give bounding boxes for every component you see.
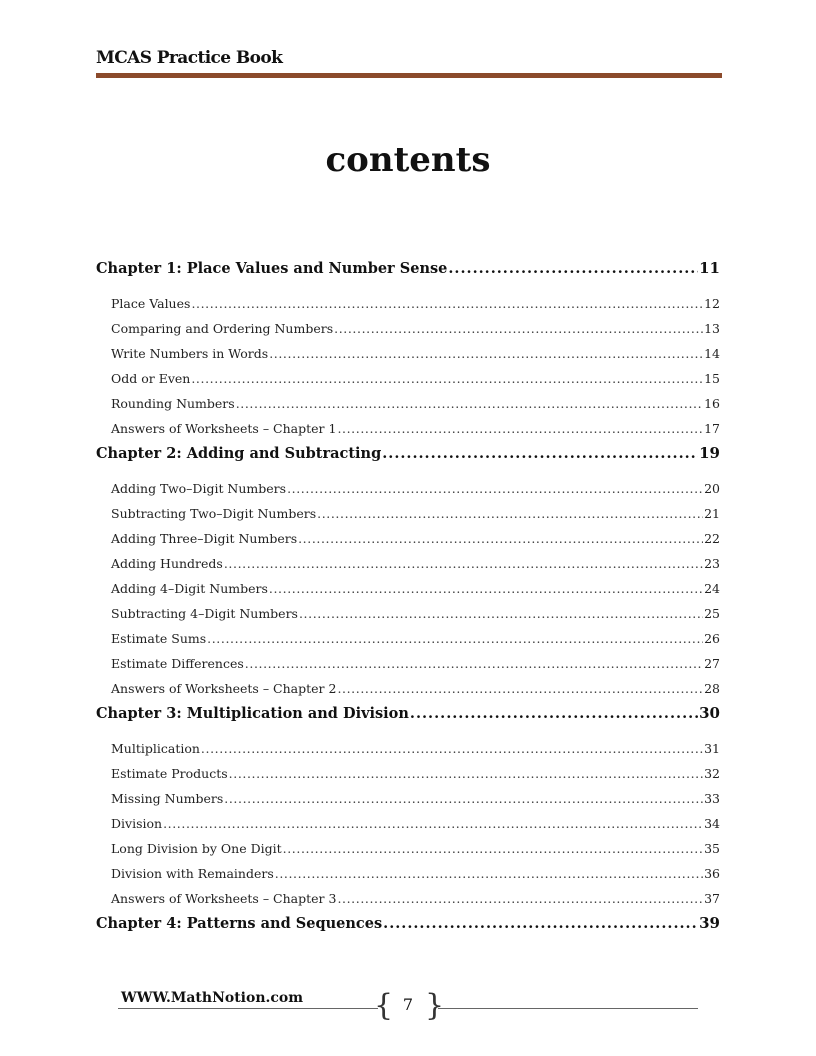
toc-entry <box>96 761 720 786</box>
toc-entry-page-number: 12 <box>704 296 720 311</box>
toc-chapter <box>96 701 720 726</box>
dot-leader <box>201 736 703 761</box>
toc-entry-title: Long Division by One Digit <box>111 841 282 856</box>
dot-leader <box>383 911 698 936</box>
dot-leader <box>382 441 698 466</box>
header-rule <box>96 73 722 78</box>
dot-leader <box>337 416 703 441</box>
toc-entry-page-number: 22 <box>704 531 720 546</box>
toc-chapter <box>96 256 720 281</box>
toc-entry-page-number: 25 <box>704 606 720 621</box>
toc-chapter <box>96 911 720 936</box>
toc-chapter-title: Chapter 2: Adding and Subtracting <box>96 445 382 462</box>
toc-entry <box>96 861 720 886</box>
toc-entry-title: Estimate Products <box>111 766 228 781</box>
toc-chapter-title: Chapter 3: Multiplication and Division <box>96 705 409 722</box>
toc-entry-title: Multiplication <box>111 741 200 756</box>
toc-chapter <box>96 441 720 466</box>
toc-entry <box>96 736 720 761</box>
toc-entry <box>96 551 720 576</box>
toc-entry <box>96 316 720 341</box>
toc-entry-page-number: 13 <box>704 321 720 336</box>
dot-leader <box>245 651 703 676</box>
toc-entry-title: Odd or Even <box>111 371 191 386</box>
page-number-left-brace: { <box>374 988 394 1023</box>
dot-leader <box>275 861 703 886</box>
toc-entry-page-number: 34 <box>704 816 720 831</box>
toc-entry <box>96 291 720 316</box>
toc-entry <box>96 501 720 526</box>
dot-leader <box>410 701 698 726</box>
table-of-contents <box>96 256 720 946</box>
toc-entry-page-number: 37 <box>704 891 720 906</box>
page-number: 7 <box>402 995 414 1014</box>
footer-rule-left <box>118 1008 378 1009</box>
toc-entry-page-number: 14 <box>704 346 720 361</box>
toc-entry <box>96 886 720 911</box>
toc-entry-page-number: 27 <box>704 656 720 671</box>
dot-leader <box>337 886 703 911</box>
toc-entry <box>96 836 720 861</box>
toc-chapter-page-number: 30 <box>699 704 720 722</box>
toc-chapter-page-number: 39 <box>699 914 720 932</box>
toc-entry-page-number: 23 <box>704 556 720 571</box>
dot-leader <box>236 391 703 416</box>
toc-entry-page-number: 36 <box>704 866 720 881</box>
toc-entry <box>96 366 720 391</box>
dot-leader <box>299 601 703 626</box>
toc-entry <box>96 391 720 416</box>
toc-entry-page-number: 15 <box>704 371 720 386</box>
toc-entry-page-number: 17 <box>704 421 720 436</box>
toc-entry <box>96 341 720 366</box>
dot-leader <box>269 576 703 601</box>
toc-entry-title: Division <box>111 816 163 831</box>
toc-entry <box>96 626 720 651</box>
dot-leader <box>207 626 703 651</box>
dot-leader <box>448 256 698 281</box>
toc-entry <box>96 676 720 701</box>
dot-leader <box>287 476 703 501</box>
toc-entry <box>96 416 720 441</box>
toc-entry <box>96 576 720 601</box>
dot-leader <box>337 676 703 701</box>
toc-entry-title: Place Values <box>111 296 191 311</box>
toc-entry <box>96 651 720 676</box>
dot-leader <box>269 341 703 366</box>
toc-entry-title: Adding 4–Digit Numbers <box>111 581 268 596</box>
page-number-right-brace: } <box>425 988 445 1023</box>
dot-leader <box>334 316 703 341</box>
toc-entry-page-number: 16 <box>704 396 720 411</box>
toc-chapter-page-number: 19 <box>699 444 720 462</box>
dot-leader <box>317 501 703 526</box>
toc-entry-page-number: 24 <box>704 581 720 596</box>
toc-entry-title: Missing Numbers <box>111 791 224 806</box>
dot-leader <box>224 786 703 811</box>
toc-entry <box>96 786 720 811</box>
toc-entry-title: Write Numbers in Words <box>111 346 269 361</box>
toc-chapter-title: Chapter 4: Patterns and Sequences <box>96 915 383 932</box>
toc-entry-title: Comparing and Ordering Numbers <box>111 321 334 336</box>
toc-entry-title: Estimate Sums <box>111 631 207 646</box>
toc-entry-page-number: 31 <box>704 741 720 756</box>
toc-entry <box>96 476 720 501</box>
dot-leader <box>224 551 703 576</box>
dot-leader <box>191 291 703 316</box>
toc-chapter-page-number: 11 <box>699 259 720 277</box>
footer-rule-right <box>438 1008 698 1009</box>
toc-entry-title: Answers of Worksheets – Chapter 2 <box>111 681 337 696</box>
toc-entry-title: Rounding Numbers <box>111 396 235 411</box>
toc-entry-title: Answers of Worksheets – Chapter 1 <box>111 421 337 436</box>
toc-entry-page-number: 28 <box>704 681 720 696</box>
toc-entry-page-number: 32 <box>704 766 720 781</box>
toc-entry-page-number: 20 <box>704 481 720 496</box>
dot-leader <box>298 526 703 551</box>
toc-entry-title: Estimate Differences <box>111 656 244 671</box>
toc-entry-title: Answers of Worksheets – Chapter 3 <box>111 891 337 906</box>
toc-entry <box>96 811 720 836</box>
toc-entry-title: Division with Remainders <box>111 866 274 881</box>
dot-leader <box>283 836 703 861</box>
toc-entry <box>96 526 720 551</box>
toc-entry-title: Adding Two–Digit Numbers <box>111 481 287 496</box>
toc-entry <box>96 601 720 626</box>
toc-chapter-title: Chapter 1: Place Values and Number Sense <box>96 260 448 277</box>
toc-entry-title: Adding Three–Digit Numbers <box>111 531 298 546</box>
toc-entry-page-number: 35 <box>704 841 720 856</box>
toc-entry-title: Subtracting Two–Digit Numbers <box>111 506 317 521</box>
toc-entry-page-number: 33 <box>704 791 720 806</box>
dot-leader <box>191 366 703 391</box>
toc-entry-title: Subtracting 4–Digit Numbers <box>111 606 298 621</box>
toc-entry-title: Adding Hundreds <box>111 556 223 571</box>
page-heading: contents <box>325 140 491 180</box>
toc-entry-page-number: 21 <box>704 506 720 521</box>
toc-entry-page-number: 26 <box>704 631 720 646</box>
header-title: MCAS Practice Book <box>96 48 283 68</box>
footer-website: WWW.MathNotion.com <box>121 990 304 1006</box>
dot-leader <box>163 811 703 836</box>
dot-leader <box>229 761 703 786</box>
